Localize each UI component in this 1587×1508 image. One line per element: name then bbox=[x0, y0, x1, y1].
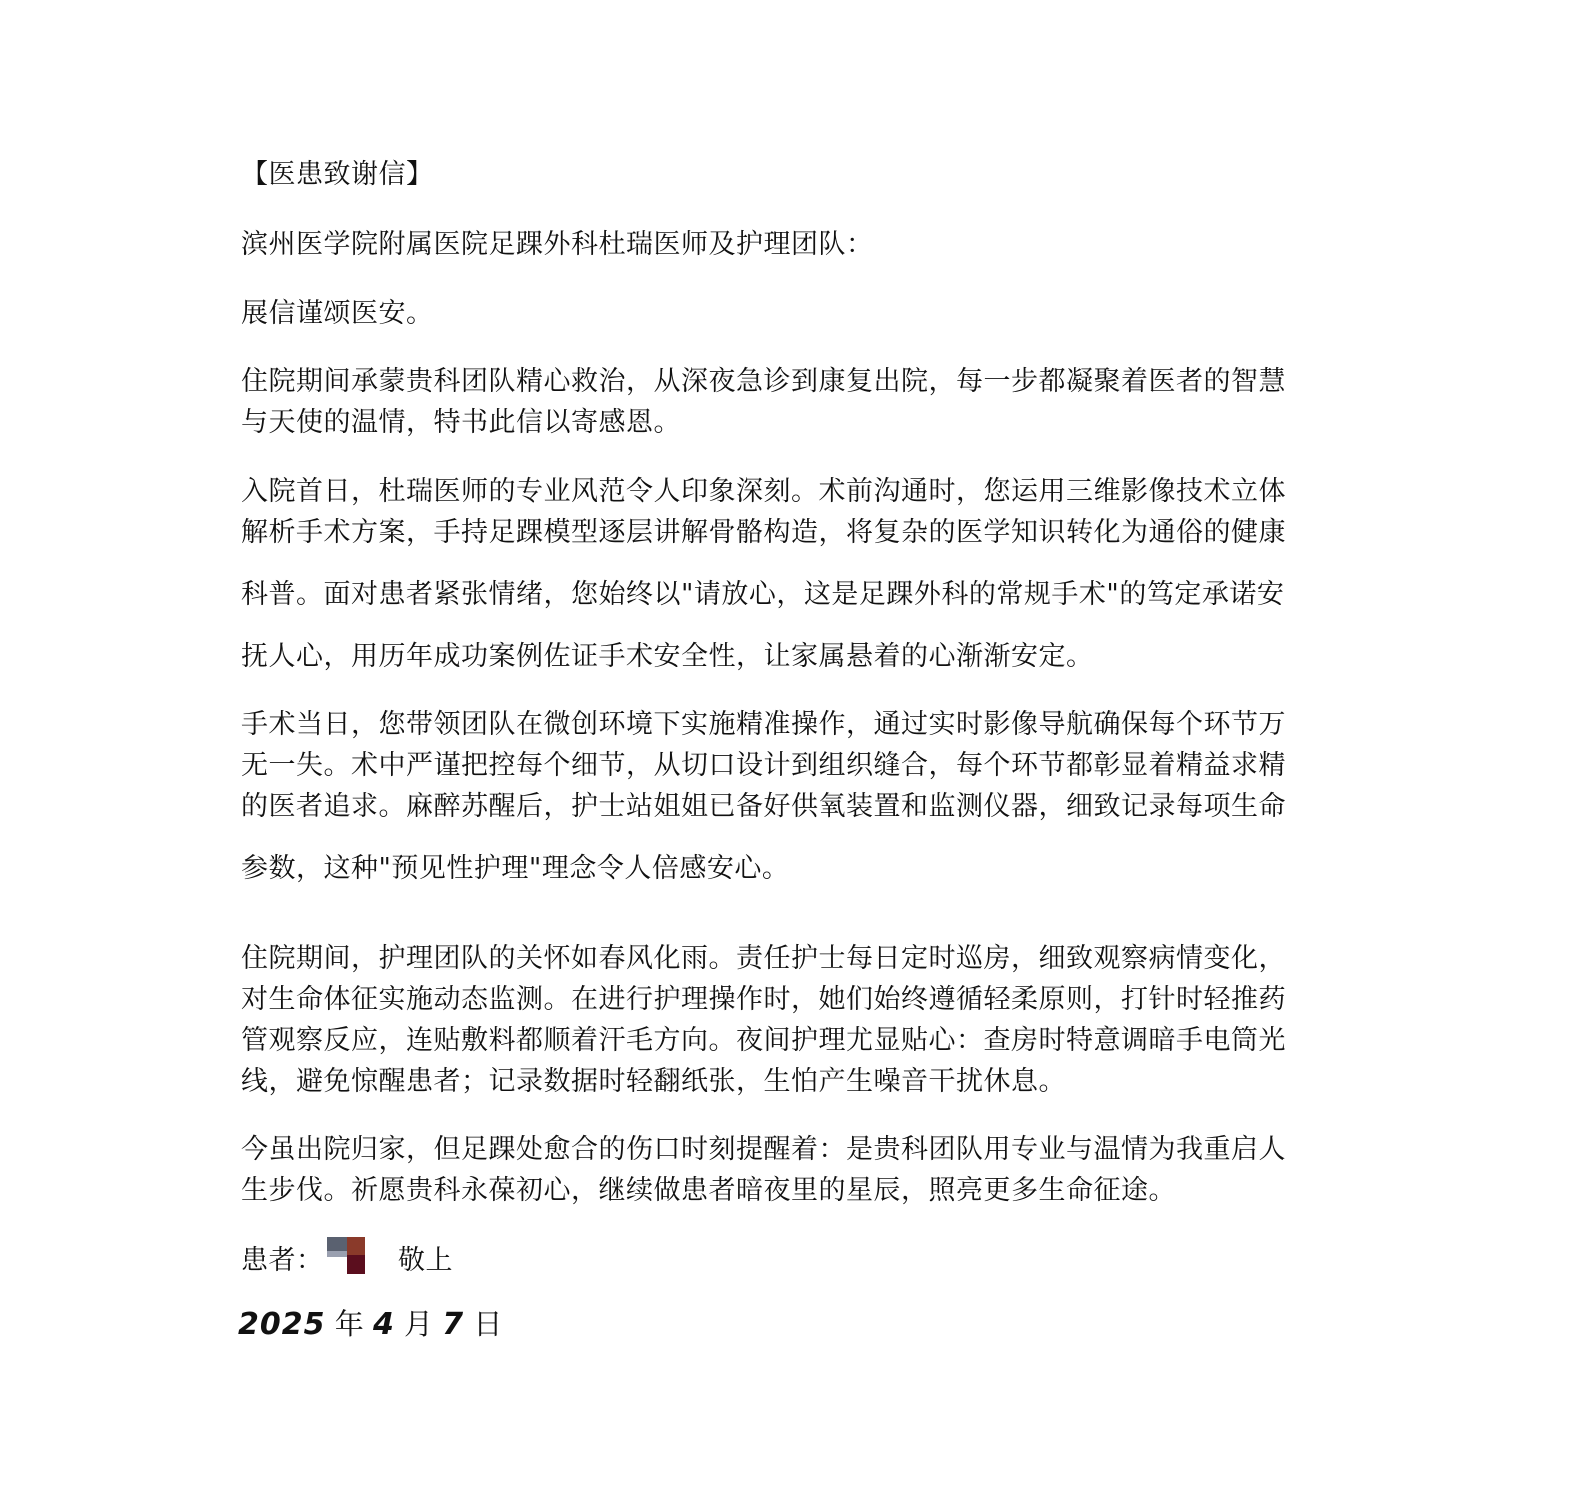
paragraph-2-line: 解析手术方案，手持足踝模型逐层讲解骨骼构造，将复杂的医学知识转化为通俗的健康 bbox=[241, 517, 1286, 548]
letter-date bbox=[238, 1302, 502, 1343]
paragraph-2-line: 抚人心，用历年成功案例佐证手术安全性，让家属悬着的心渐渐安定。 bbox=[241, 641, 1094, 672]
date-year: 2025 bbox=[238, 1307, 326, 1342]
paragraph-3-line: 手术当日，您带领团队在微创环境下实施精准操作，通过实时影像导航确保每个环节万 bbox=[241, 709, 1286, 740]
paragraph-4-line: 住院期间，护理团队的关怀如春风化雨。责任护士每日定时巡房，细致观察病情变化， bbox=[241, 943, 1286, 974]
paragraph-5-line: 生步伐。祈愿贵科永葆初心，继续做患者暗夜里的星辰，照亮更多生命征途。 bbox=[241, 1175, 1176, 1206]
paragraph-4-line: 对生命体征实施动态监测。在进行护理操作时，她们始终遵循轻柔原则，打针时轻推药 bbox=[241, 984, 1286, 1015]
date-year-unit: 年 bbox=[334, 1307, 364, 1341]
date-month-unit: 月 bbox=[404, 1307, 434, 1341]
redaction-block bbox=[327, 1237, 347, 1251]
paragraph-1-line: 住院期间承蒙贵科团队精心救治，从深夜急诊到康复出院，每一步都凝聚着医者的智慧 bbox=[241, 366, 1286, 397]
paragraph-5-line: 今虽出院归家，但足踝处愈合的伤口时刻提醒着：是贵科团队用专业与温情为我重启人 bbox=[241, 1134, 1286, 1165]
redaction-block bbox=[347, 1237, 365, 1255]
redaction-block bbox=[327, 1251, 347, 1257]
letter-salutation: 滨州医学院附属医院足踝外科杜瑞医师及护理团队： bbox=[241, 229, 874, 260]
paragraph-3-line: 的医者追求。麻醉苏醒后，护士站姐姐已备好供氧装置和监测仪器，细致记录每项生命 bbox=[241, 791, 1286, 822]
letter-title: 【医患致谢信】 bbox=[241, 159, 434, 190]
date-month: 4 bbox=[372, 1307, 395, 1342]
date-day: 7 bbox=[442, 1307, 465, 1342]
paragraph-3-line: 参数，这种"预见性护理"理念令人倍感安心。 bbox=[241, 853, 790, 884]
paragraph-4-line: 管观察反应，连贴敷料都顺着汗毛方向。夜间护理尤显贴心：查房时特意调暗手电筒光 bbox=[241, 1025, 1286, 1056]
paragraph-2-line: 科普。面对患者紧张情绪，您始终以"请放心，这是足踝外科的常规手术"的笃定承诺安 bbox=[241, 579, 1285, 610]
letter-greeting: 展信谨颂医安。 bbox=[241, 298, 434, 329]
paragraph-3-line: 无一失。术中严谨把控每个细节，从切口设计到组织缝合，每个环节都彰显着精益求精 bbox=[241, 750, 1286, 781]
paragraph-1-line: 与天使的温情，特书此信以寄感恩。 bbox=[241, 407, 681, 438]
paragraph-2-line: 入院首日，杜瑞医师的专业风范令人印象深刻。术前沟通时，您运用三维影像技术立体 bbox=[241, 476, 1286, 507]
redacted-name bbox=[327, 1237, 367, 1275]
signature-label: 患者： bbox=[241, 1245, 324, 1276]
signature-closing: 敬上 bbox=[398, 1245, 453, 1276]
paragraph-4-line: 线，避免惊醒患者；记录数据时轻翻纸张，生怕产生噪音干扰休息。 bbox=[241, 1066, 1066, 1097]
date-day-unit: 日 bbox=[473, 1307, 503, 1341]
redaction-block bbox=[347, 1255, 365, 1274]
